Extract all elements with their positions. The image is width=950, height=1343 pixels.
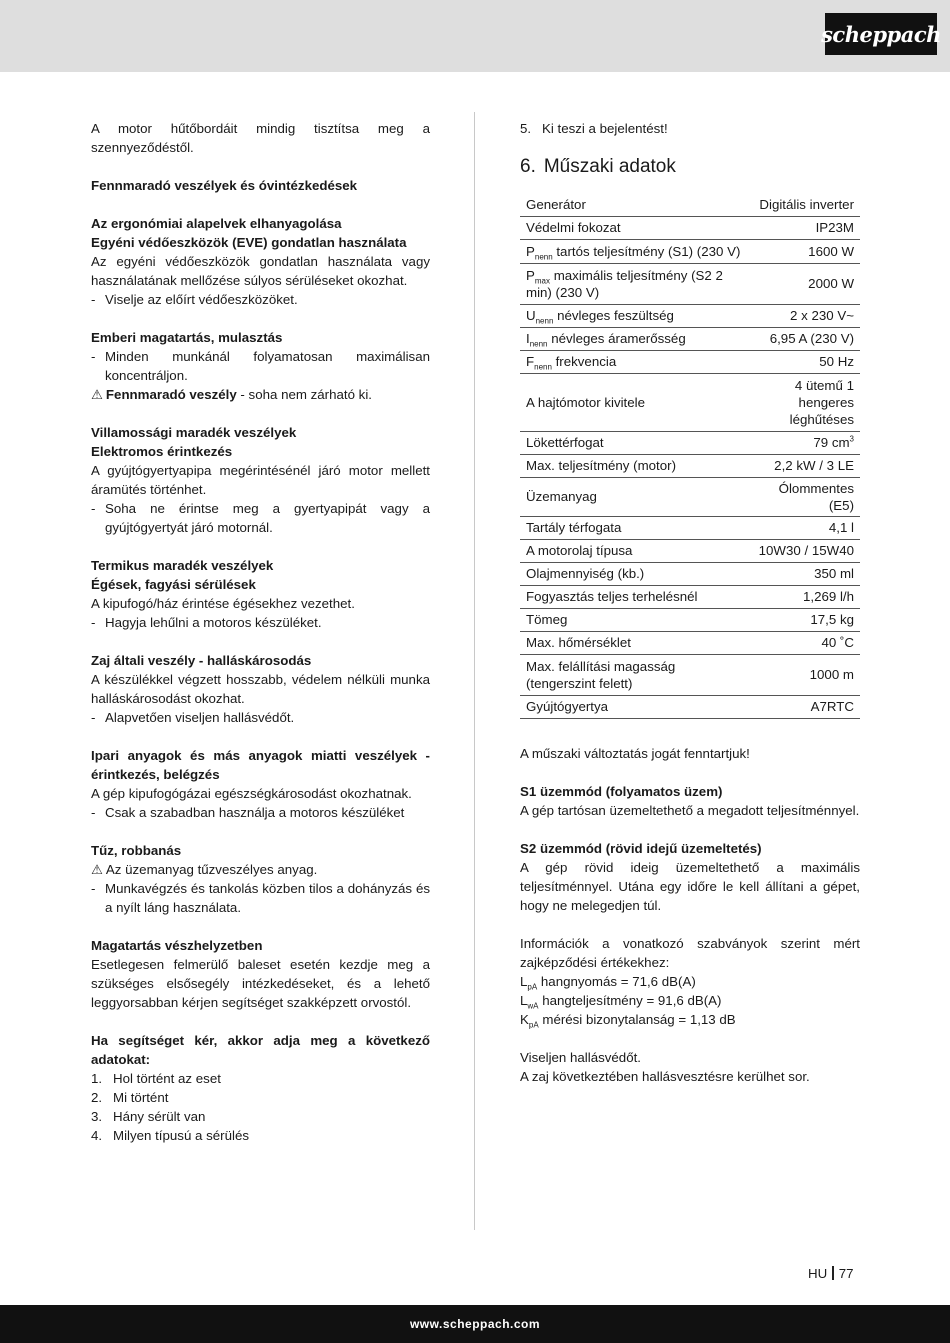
brand-logo — [821, 13, 941, 55]
elec-title: Villamossági maradék veszélyek — [91, 425, 297, 440]
table-row: Üzemanyag Ólommentes (E5) — [520, 477, 860, 516]
table-row: Fogyasztás teljes terhelésnél 1,269 l/h — [520, 585, 860, 608]
s2-text: A gép rövid ideig üzemeltethető a maximális teljesítménnyel. Utána egy időre le kell állítani a gépet, hogy ne melegedjen túl. — [520, 859, 860, 913]
help-item: 4. Milyen típusú a sérülés — [91, 1128, 249, 1143]
table-row: Gyújtógyertya A7RTC — [520, 695, 860, 718]
s1-text: A gép tartósan üzemeltethető a megadott teljesítménnyel. — [520, 802, 860, 818]
section-heading: 6. Műszaki adatok — [520, 156, 676, 177]
table-row: Tömeg 17,5 kg — [520, 608, 860, 631]
noise-text: A készülékkel végzett hosszabb, védelem nélküli munka halláskárosodást okozhat. — [91, 672, 430, 706]
ergo-text: Az egyéni védőeszközök gondatlan használata vagy használatának mellőzése súlyos sérüléseket okozhat. — [91, 254, 430, 288]
table-row: Lökettérfogat 79 $cm^3$ — [520, 431, 860, 454]
ergo-title: Az ergonómiai alapelvek elhanyagolása — [91, 216, 342, 231]
human-warning: ⚠ Fennmaradó veszély - soha nem zárható ki. — [91, 387, 372, 402]
emergency-text: Esetlegesen felmerülő baleset esetén kezdje meg a szükséges elsősegély intézkedéseket, és a lehető leggyorsabban kérjen segítséget szakképzett orvostól. — [91, 957, 430, 1010]
page-number: HU 77 — [808, 1266, 854, 1281]
therm-subtitle: Égések, fagyási sérülések — [91, 577, 256, 592]
reserve-note: A műszaki változtatás jogát fenntartjuk! — [520, 745, 750, 761]
kpa-value: $K_{pA}$ mérési bizonytalanság = 1,13 dB — [520, 1011, 736, 1030]
fire-title: Tűz, robbanás — [91, 843, 182, 858]
footer-band — [0, 1305, 950, 1343]
table-row: A hajtómotor kivitele 4 ütemű 1 hengeres léghűtéses — [520, 373, 860, 431]
logo-text: scheppach — [821, 21, 941, 47]
table-row: $U_{nenn}$ névleges feszültség 2 x 230 V~ — [520, 304, 860, 327]
table-row: $F_{nenn}$ frekvencia 50 Hz — [520, 350, 860, 373]
residual-title: Fennmaradó veszélyek és óvintézkedések — [91, 178, 358, 193]
column-divider — [474, 112, 475, 1230]
table-row: A motorolaj típusa 10W30 / 15W40 — [520, 539, 860, 562]
table-row: Max. hőmérséklet 40 ˚C — [520, 631, 860, 654]
human-bullet: - Minden munkánál folyamatosan maximálisan koncentráljon. — [91, 349, 430, 383]
table-row: $P_{max}$ maximális teljesítmény (S2 2 min) (230 V) 2000 W — [520, 263, 860, 304]
help-item: 3. Hány sérült van — [91, 1109, 206, 1124]
therm-bullet: - Hagyja lehűlni a motoros készüléket. — [91, 615, 322, 630]
warning-triangle-icon: ⚠ — [91, 387, 103, 402]
table-row: Max. teljesítmény (motor) 2,2 kW / 3 LE — [520, 454, 860, 477]
help-title: Ha segítséget kér, akkor adja meg a következő adatokat: — [91, 1033, 430, 1067]
s2-title: S2 üzemmód (rövid idejű üzemeltetés) — [520, 840, 762, 856]
s1-title: S1 üzemmód (folyamatos üzem) — [520, 783, 723, 799]
elec-bullet: - Soha ne érintse meg a gyertyapipát vagy a gyújtógyertyát járó motornál. — [91, 501, 430, 535]
table-row: Tartály térfogata 4,1 l — [520, 516, 860, 539]
lwa-value: $L_{wA}$ hangteljesítmény = 91,6 dB(A) — [520, 992, 722, 1011]
hearing-loss-note: A zaj következtében hallásvesztésre kerülhet sor. — [520, 1068, 810, 1084]
help-item: 2. Mi történt — [91, 1090, 169, 1105]
fire-warning: ⚠ Az üzemanyag tűzveszélyes anyag. — [91, 862, 318, 877]
warning-triangle-icon: ⚠ — [91, 862, 103, 877]
elec-subtitle: Elektromos érintkezés — [91, 444, 233, 459]
table-row: Olajmennyiség (kb.) 350 ml — [520, 562, 860, 585]
noise-bullet: - Alapvetően viseljen hallásvédőt. — [91, 710, 295, 725]
therm-title: Termikus maradék veszélyek — [91, 558, 274, 573]
spec-table — [520, 193, 860, 719]
right-column — [520, 119, 860, 1086]
lpa-value: $L_{pA}$ hangnyomás = 71,6 dB(A) — [520, 973, 696, 992]
elec-text: A gyújtógyertyapipa megérintésénél járó motor mellett áramütés történhet. — [91, 463, 430, 497]
noise-title: Zaj általi veszély - halláskárosodás — [91, 653, 312, 668]
table-row: $P_{nenn}$ tartós teljesítmény (S1) (230 V) 1600 W — [520, 239, 860, 263]
therm-text: A kipufogó/ház érintése égésekhez vezethet. — [91, 596, 355, 611]
human-title: Emberi magatartás, mulasztás — [91, 330, 283, 345]
ergo-subtitle: Egyéni védőeszközök (EVE) gondatlan használata — [91, 235, 407, 250]
intro-text: A motor hűtőbordáit mindig tisztítsa meg a szennyeződéstől. — [91, 121, 430, 155]
fire-bullet: - Munkavégzés és tankolás közben tilos a dohányzás és a nyílt láng használata. — [91, 881, 430, 915]
industrial-bullet: - Csak a szabadban használja a motoros készüléket — [91, 805, 405, 820]
list-item-5: 5. Ki teszi a bejelentést! — [520, 121, 668, 136]
wear-protection: Viseljen hallásvédőt. — [520, 1049, 641, 1065]
help-item: 1. Hol történt az eset — [91, 1071, 221, 1086]
footer-url[interactable]: www.scheppach.com — [409, 1316, 541, 1331]
industrial-text: A gép kipufogógázai egészségkárosodást okozhatnak. — [91, 786, 412, 801]
emergency-title: Magatartás vészhelyzetben — [91, 938, 263, 953]
industrial-title: Ipari anyagok és más anyagok miatti veszélyek - érintkezés, belégzés — [91, 748, 430, 782]
table-row: $I_{nenn}$ névleges áramerősség 6,95 A (230 V) — [520, 327, 860, 350]
noise-info: Információk a vonatkozó szabványok szerint mért zajképződési értékekhez: — [520, 935, 860, 970]
table-row: Generátor Digitális inverter — [520, 193, 860, 216]
ergo-bullet: - Viselje az előírt védőeszközöket. — [91, 292, 298, 307]
left-column — [91, 119, 430, 1145]
table-row: Max. felállítási magasság (tengerszint felett) 1000 m — [520, 654, 860, 695]
table-row: Védelmi fokozat IP23M — [520, 216, 860, 239]
header-band — [0, 0, 950, 72]
